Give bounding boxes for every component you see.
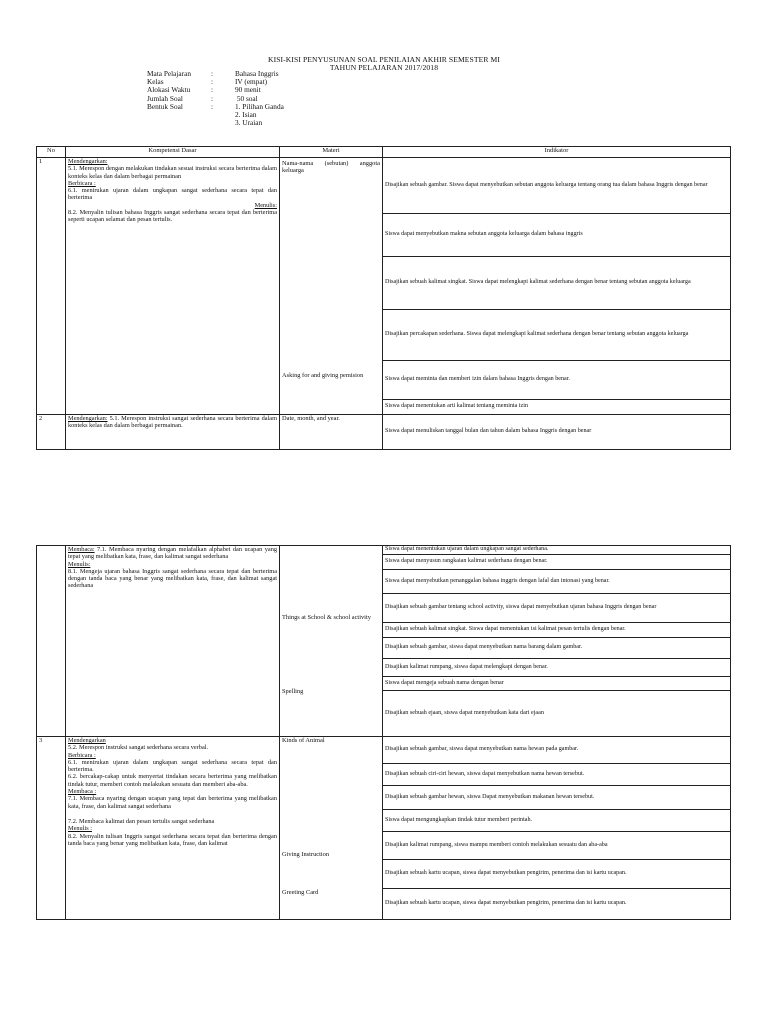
kd-heading: Mendengarkan [68,737,106,744]
meta-colon [211,111,235,119]
meta-row [147,103,284,111]
meta-colon: : [211,85,214,95]
materi-cell [280,158,383,415]
kd-text [68,415,277,430]
meta-colon: : [211,101,214,111]
row-number: 2 [37,415,66,450]
kisi-kisi-table-1 [36,146,731,450]
kd-text [68,546,277,561]
kd-text: 7.1. Membaca nyaring dengan ucapan yang tepat dan berterima yang melibatkan kata, frase, dan kalimat sangat sederhana [68,795,277,810]
meta-label: Kelas [147,77,164,87]
document-title: KISI-KISI PENYUSUNAN SOAL PENILAIAN AKHIR SEMESTER MI [268,55,500,64]
indikator-cell: Disajikan sebuah kalimat singkat. Siswa dapat menentukan isi kalimat pesan tertulis dengan benar. [383,623,731,638]
kd-text: 8.1. Mengeja ujaran bahasa Inggris sangat sederhana secara tepat dan berterima dengan tanda baca yang benar yang melibatkan kata, frase, dan kalimat sangat sederhana [68,567,277,590]
meta-value: IV (empat) [235,77,268,87]
meta-label [147,111,211,119]
materi-cell [280,737,383,920]
materi-item: Giving Instruction [282,851,330,858]
meta-colon: : [211,69,214,78]
materi-item: Asking for and giving pemision [282,372,364,379]
indikator-cell: Disajikan sebuah gambar, siswa dapat menyebutkan nama barang dalam gambar. [383,638,731,659]
indikator-cell: Disajikan percakapan sederhana. Siswa dapat melengkapi kalimat sederhana dengan benar tentang sebutan anggota keluarga [383,310,731,361]
header-no: No [37,147,66,158]
kd-text: 6.1. menirukan ujaran dalam ungkapan sangat sederhana secara tepat dan berterima. [68,758,277,774]
indikator-cell: Disajikan sebuah gambar. Siswa dapat menyebutkan sebutan anggota keluarga tentang orang tua dalam bahasa Inggris dengan benar [383,158,731,214]
indikator-cell: Siswa dapat menyebutkan makna sebutan anggota keluarga dalam bahasa inggris [383,214,731,257]
meta-value: 50 soal [235,93,258,103]
indikator-cell: Disajikan sebuah kartu ucapan, siswa dapat menyebutkan pengirim, penerima dan isi kartu ucapan. [383,860,731,889]
kd-text: 6.1. menirukan ujaran dalam ungkapan sangat sederhana secara tepat dan berterima [68,187,277,202]
table-row [37,158,731,214]
kd-text: 6.2. bercakap-cakap untuk menyertai tindakan secara berterima yang melibatkan tindak tutur, memberi contoh melakukan sesuatu dan memberi aba-aba. [68,773,277,788]
meta-label: Jumlah Soal [147,93,183,103]
indikator-cell: Siswa dapat menentukan ujaran dalam ungkapan sangat sederhana. [383,546,731,555]
materi-item: Spelling [282,688,304,695]
meta-value: 90 menit [235,85,261,95]
kd-heading: Berbicara : [68,751,96,759]
table-row [37,546,731,555]
header-materi: Materi [280,147,383,158]
kd-text: 5.1. Merespon dengan melakukan tindakan sesuai instruksi secara berterima dalam konteks kelas dan dalam berbagai permainan [68,165,277,180]
header-indikator: Indikator [383,147,731,158]
kd-heading: Membaca: [68,546,95,553]
meta-row [147,111,284,119]
table-row [37,737,731,764]
indikator-cell: Siswa dapat menentukan arti kalimat tentang meminta izin [383,400,731,415]
meta-row [147,119,284,127]
kompetensi-cell [66,415,280,450]
meta-colon: : [211,93,214,103]
materi-item: Greeting Card [282,889,319,896]
indikator-cell: Disajikan sebuah ciri-ciri hewan, siswa dapat menyebutkan nama hewan tersebut. [383,764,731,786]
kd-text: 5.2. Merespon instruksi sangat sederhana secara verbal. [68,744,209,752]
indikator-cell: Disajikan sebuah kalimat singkat. Siswa dapat melengkapi kalimat sederhana dengan benar tentang sebutan anggota keluarga [383,257,731,310]
kompetensi-cell [66,737,280,920]
kd-heading: Mendengarkan: [68,158,108,165]
kd-heading: Menulis: [254,201,277,209]
kd-heading: Mendengarkan: [68,415,108,422]
materi-item: Nama-nama (sebutan) anggota keluarga [282,160,380,175]
materi-cell: Date, month, and year. [280,415,383,450]
indikator-cell: Siswa dapat mengeja sebuah nama dengan benar [383,677,731,691]
indikator-cell: Disajikan kalimat rumpang, siswa dapat melengkapi dengan benar. [383,659,731,677]
indikator-cell: Disajikan sebuah gambar tentang school activity, siswa dapat menyebutkan ujaran bahasa Inggris dengan benar [383,594,731,623]
meta-value: 3. Uraian [235,118,263,128]
row-number: 1 [37,158,66,415]
indikator-cell: Siswa dapat menyusun rangkaian kalimat sederhana dengan benar. [383,555,731,570]
meta-label: Mata Pelajaran [147,69,191,78]
kd-text: 8.2. Menyalin tulisan bahasa Inggris sangat sederhana secara tepat dan berterima seperti ucapan selamat dan pesan tertulis. [68,209,277,224]
indikator-cell: Siswa dapat meminta dan memberi izin dalam bahasa Inggris dengan benar. [383,361,731,400]
kd-text: 8.2. Menyalin tulisan Inggris sangat sederhana secara tepat dan berterima dengan tanda baca yang benar yang melibatkan kata, frase, dan kalimat [68,832,277,847]
indikator-cell: Disajikan sebuah kartu ucapan, siswa dapat menyebutkan pengirim, penerima dan isi kartu ucapan. [383,889,731,920]
kd-heading: Berbicara : [68,179,96,187]
indikator-cell: Disajikan sebuah gambar hewan, siswa Dapat menyebutkan makanan hewan tersebut. [383,786,731,810]
document-subtitle: TAHUN PELAJARAN 2017/2018 [329,63,439,72]
indikator-cell: Siswa dapat mengungkapkan tindak tutur memberi perintah. [383,810,731,832]
table-header-row [37,147,731,158]
kd-body: 5.1. Merespon instruksi sangat sederhana secara berterima dalam konteks kelas dan dalam berbagai permainan. [68,415,277,430]
kompetensi-cell [66,546,280,737]
indikator-cell: Disajikan kalimat rumpang, siswa mampu memberi contoh melakukan sesuatu dan aba-aba [383,832,731,860]
meta-colon: : [211,77,214,87]
row-number: 3 [37,737,66,920]
indikator-cell: Siswa dapat menyebutkan penanggalan bahasa inggris dengan lafal dan intonasi yang benar. [383,570,731,594]
meta-colon [211,119,235,127]
kd-body: 7.1. Membaca nyaring dengan melafalkan alphabet dan ucapan yang tepat yang melibatkan kata, frase, dan kalimat sangat sederhana [68,546,277,561]
table-row [37,415,731,450]
materi-cell [280,546,383,737]
meta-label [147,119,211,127]
kompetensi-cell [66,158,280,415]
meta-label: Bentuk Soal [147,101,183,111]
meta-value: 2. Isian [235,110,257,120]
kd-heading: Menulis: [68,560,91,568]
kd-heading: Membaca : [68,788,97,796]
kisi-kisi-table-2 [36,545,731,920]
indikator-cell: Siswa dapat menuliskan tanggal bulan dan tahun dalam bahasa Inggris dengan benar [383,415,731,450]
meta-value: Bahasa Inggris [235,69,279,78]
kd-text: 7.2. Membaca kalimat dan pesan tertulis sangat sederhana [68,817,215,825]
meta-block [147,70,284,127]
indikator-cell: Disajikan sebuah gambar, siswa dapat menyebutkan nama hewan pada gambar. [383,737,731,764]
indikator-cell: Disajikan sebuah ejaan, siswa dapat menyebutkan kata dari ejaan [383,691,731,737]
row-number [37,546,66,737]
kd-heading: Menulis : [68,825,92,833]
header-kompetensi: Kompetensi Dasar [66,147,280,158]
meta-label: Alokasi Waktu [147,85,191,95]
materi-item: Kinds of Animal [282,737,325,744]
materi-item: Things at School & school activity [282,614,371,621]
meta-value: 1. Pilihan Ganda [235,101,284,111]
